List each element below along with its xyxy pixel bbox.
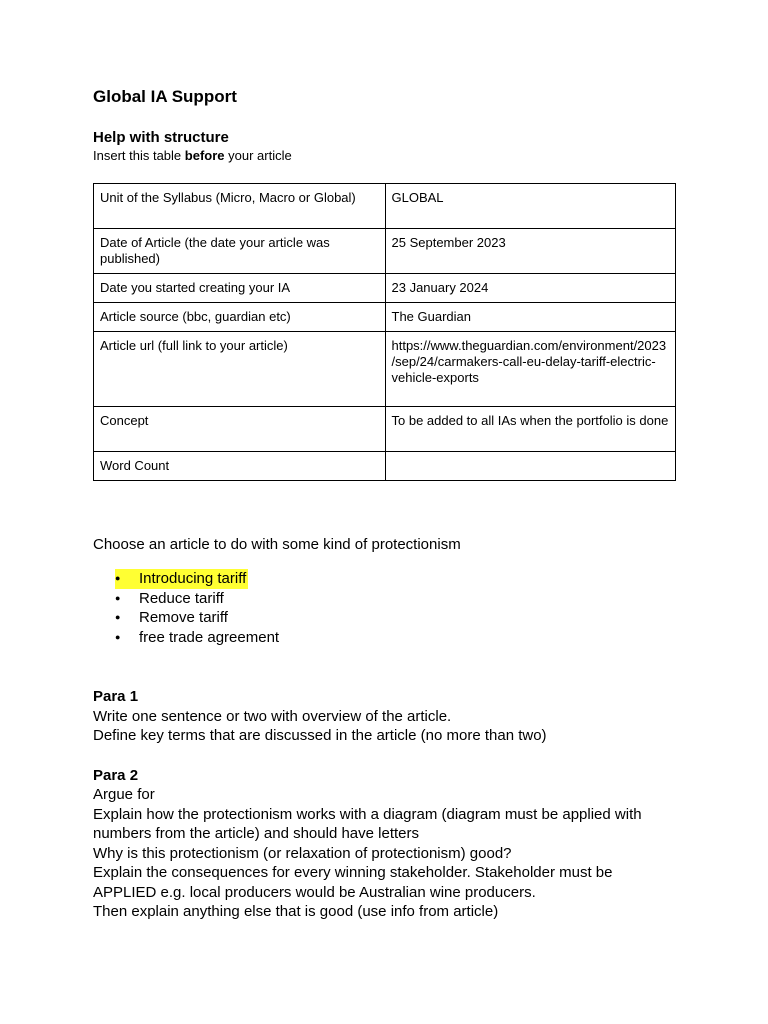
- structure-heading: Help with structure: [93, 129, 229, 146]
- protectionism-options: [93, 569, 678, 647]
- row-value: The Guardian: [385, 303, 676, 332]
- list-item: [115, 569, 678, 589]
- row-label: Word Count: [94, 452, 386, 481]
- para1-section: [93, 687, 678, 746]
- list-item: ● free trade agreement: [115, 628, 678, 648]
- table-row: [94, 452, 676, 481]
- row-label: Article url (full link to your article): [94, 332, 386, 407]
- para1-heading: Para 1: [93, 688, 139, 705]
- table-row: [94, 274, 676, 303]
- table-row: [94, 229, 676, 274]
- table-row: [94, 184, 676, 229]
- highlighted-option: Introducing tariff: [115, 569, 248, 589]
- para2-section: [93, 766, 678, 922]
- para2-line: Explain how the protectionism works with a diagram (diagram must be applied with numbers from the article) and should have letters: [93, 805, 642, 842]
- ia-info-table: [93, 183, 676, 481]
- instruction-pre: Insert this table: [93, 148, 185, 163]
- row-value: To be added to all IAs when the portfolio is done: [385, 407, 676, 452]
- word-count-value: [385, 452, 676, 481]
- instruction-bold: before: [184, 148, 225, 163]
- row-label: Date of Article (the date your article was published): [94, 229, 386, 274]
- row-label: Article source (bbc, guardian etc): [94, 303, 386, 332]
- para1-line: Define key terms that are discussed in the article (no more than two): [93, 727, 547, 744]
- row-label: Unit of the Syllabus (Micro, Macro or Global): [94, 184, 386, 229]
- para2-line: Why is this protectionism (or relaxation of protectionism) good?: [93, 844, 512, 862]
- row-value: 25 September 2023: [385, 229, 676, 274]
- row-label: Concept: [94, 407, 386, 452]
- row-label: Date you started creating your IA: [94, 274, 386, 303]
- table-row: [94, 332, 676, 407]
- instruction-post: your article: [224, 148, 292, 163]
- para2-line: Explain the consequences for every winning stakeholder. Stakeholder must be APPLIED e.g. local producers would be Australian wine producers.: [93, 864, 613, 901]
- table-row: [94, 303, 676, 332]
- document-page: [93, 86, 678, 922]
- protectionism-intro: Choose an article to do with some kind of protectionism: [93, 536, 461, 553]
- row-value: GLOBAL: [385, 184, 676, 229]
- para1-line: Write one sentence or two with overview of the article.: [93, 707, 452, 725]
- list-item: ● Reduce tariff: [115, 589, 678, 609]
- para2-line: Then explain anything else that is good (use info from article): [93, 903, 499, 920]
- para2-line: Argue for: [93, 786, 155, 803]
- table-instruction: [93, 147, 678, 165]
- table-row: [94, 407, 676, 452]
- document-title: Global IA Support: [93, 87, 237, 106]
- list-item: ● Remove tariff: [115, 608, 678, 628]
- row-value: 23 January 2024: [385, 274, 676, 303]
- article-url-link[interactable]: https://www.theguardian.com/environment/2023/sep/24/carmakers-call-eu-delay-tariff-electric-vehicle-exports: [385, 332, 676, 407]
- para2-heading: Para 2: [93, 766, 139, 784]
